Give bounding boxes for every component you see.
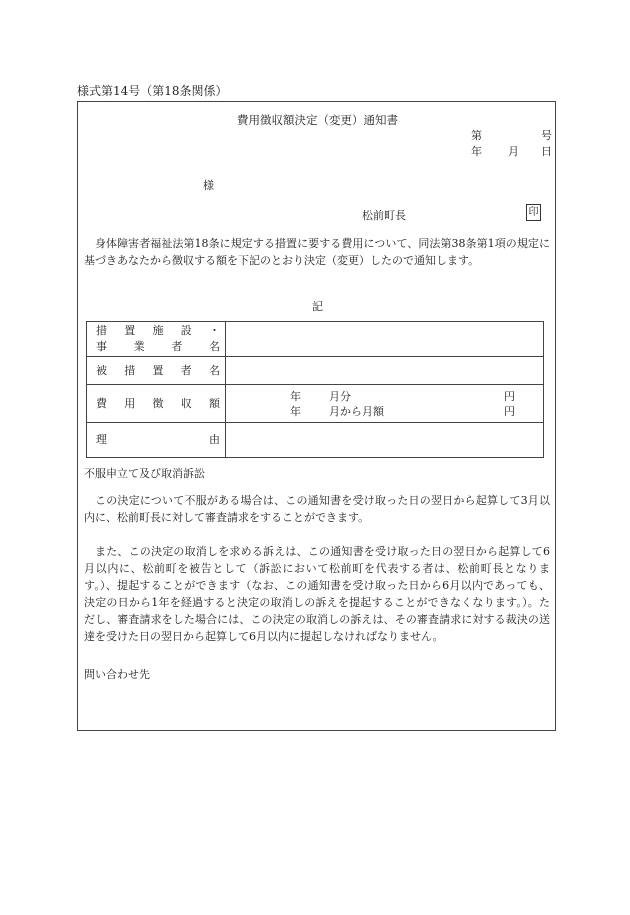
facility-label-line2: 事 業 者 名	[96, 340, 220, 353]
facility-value-cell	[226, 322, 544, 357]
person-value-cell	[226, 357, 544, 385]
fee-table	[86, 321, 544, 458]
date-month: 月	[508, 145, 519, 158]
document-number-suffix: 号	[541, 129, 552, 142]
table-row-facility	[87, 322, 544, 357]
seal-box: 印	[526, 204, 541, 221]
reason-value-cell	[226, 423, 544, 458]
intro-paragraph: 身体障害者福祉法第18条に規定する措置に要する費用について、同法第38条第1項の規定に基づきあなたから徴収する額を下記のとおり決定（変更）したので通知します。	[84, 237, 550, 267]
fee-value-cell	[226, 385, 544, 423]
sender-name: 松前町長	[362, 209, 406, 222]
table-row-reason	[87, 423, 544, 458]
fee-line-monthly: 年 月分 円	[290, 389, 515, 403]
table-row-person	[87, 357, 544, 385]
facility-label-line1: 措 置 施 設 ・	[96, 324, 220, 337]
person-label: 被 措 置 者 名	[87, 357, 226, 385]
date-year: 年	[471, 145, 482, 158]
notice-form	[77, 101, 556, 731]
fee-line-from: 年 月から月額 円	[290, 404, 515, 418]
reason-label: 理 由	[87, 423, 226, 458]
form-number-label: 様式第14号（第18条関係）	[77, 84, 228, 98]
facility-label	[87, 322, 226, 357]
date-day: 日	[541, 145, 552, 158]
addressee-suffix: 様	[203, 179, 214, 192]
appeal-heading: 不服申立て及び取消訴訟	[84, 467, 205, 480]
appeal-paragraph-1: この決定について不服がある場合は、この通知書を受け取った日の翌日から起算して3月以内に、松前町長に対して審査請求をすることができます。	[84, 494, 550, 524]
ki-heading: 記	[312, 300, 323, 313]
fee-label: 費 用 徴 収 額	[87, 385, 226, 423]
table-row-fee	[87, 385, 544, 423]
document-number-prefix: 第	[471, 129, 482, 142]
appeal-paragraph-2: また、この決定の取消しを求める訴えは、この通知書を受け取った日の翌日から起算して6月以内に、松前町を被告として（訴訟において松前町を代表する者は、松前町長となります。）、提起することができます（なお、この通知書を受け取った日から6月以内であっても、決定の日から1年を経過すると決定の取消しの訴えを提起することができなくなります。）。ただし、審査請求をした場合には、この決定の取消しの訴えは、その審査請求に対する裁決の送達を受けた日の翌日から起算して6月以内に提起しなければなりません。	[84, 545, 550, 643]
document-title: 費用徴収額決定（変更）通知書	[237, 113, 398, 127]
contact-label: 問い合わせ先	[84, 668, 150, 681]
